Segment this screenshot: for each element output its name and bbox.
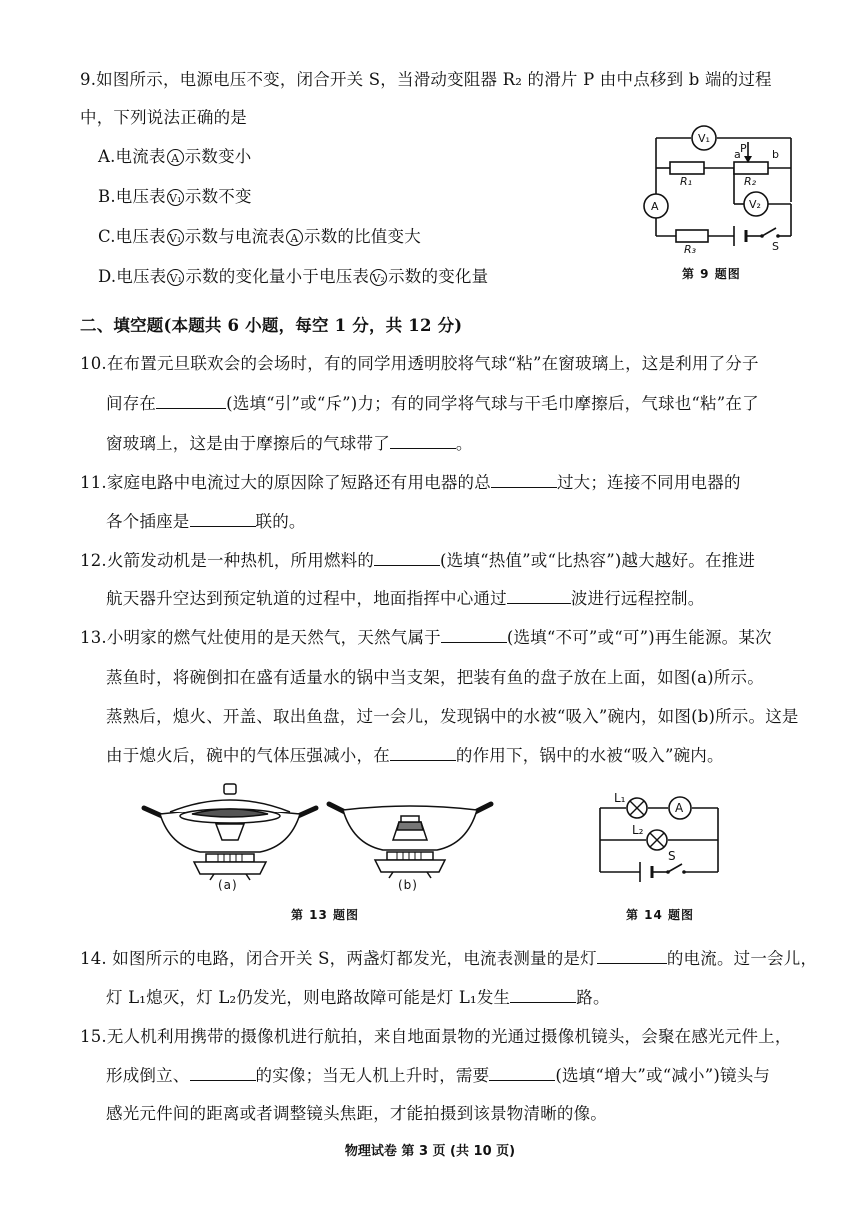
resistor-r2-icon — [734, 162, 768, 174]
q13-line4: 由于熄火后，碗中的气体压强减小，在 的作用下，锅中的水被“吸入”碗内。 — [106, 742, 724, 766]
q15-line1: 15.无人机利用携带的摄像机进行航拍，来自地面景物的光通过摄像机镜头，会聚在感光元件上， — [80, 1027, 792, 1046]
label-a-end: a — [734, 148, 741, 161]
q9-line2: 中，下列说法正确的是 — [80, 108, 247, 127]
label-a: A — [675, 801, 684, 815]
answer-blank[interactable] — [390, 432, 456, 450]
label-l2: L₂ — [632, 823, 644, 837]
battery-icon — [734, 226, 746, 246]
q9-figure-caption: 第 9 题图 — [682, 267, 741, 281]
label-s: S — [772, 240, 779, 253]
q13-line1: 13.小明家的燃气灶使用的是天然气，天然气属于 (选填“不可”或“可”)再生能源。某次 — [80, 624, 772, 648]
q9-circuit-diagram — [636, 122, 806, 256]
label-b-end: b — [772, 148, 779, 161]
q13-line3: 蒸熟后，熄火、开盖、取出鱼盘，过一会儿，发现锅中的水被“吸入”碗内，如图(b)所示。这是 — [106, 707, 799, 726]
q14-line2: 灯 L₁熄灭，灯 L₂仍发光，则电路故障可能是灯 L₁发生 路。 — [106, 984, 610, 1008]
fig-b-label: (b) — [398, 878, 418, 892]
q12-line1: 12.火箭发动机是一种热机，所用燃料的 (选填“热值”或“比热容”)越大越好。在推进 — [80, 547, 755, 571]
ammeter-symbol: A — [167, 149, 184, 166]
answer-blank[interactable] — [597, 947, 667, 965]
answer-blank[interactable] — [390, 744, 456, 762]
label-a: A — [651, 200, 659, 213]
ammeter-symbol: A — [286, 229, 303, 246]
answer-blank[interactable] — [156, 392, 226, 410]
label-v2: V₂ — [749, 198, 761, 211]
q14-line1: 14. 如图所示的电路，闭合开关 S，两盏灯都发光，电流表测量的是灯 的电流。过一会儿， — [80, 945, 817, 969]
q9-option-a: A.电流表 A 示数变小 — [98, 147, 252, 166]
q10-line3: 窗玻璃上，这是由于摩擦后的气球带了 。 — [106, 430, 473, 454]
answer-blank[interactable] — [489, 1064, 555, 1082]
q10-line1: 10.在布置元旦联欢会的会场时，有的同学用透明胶将气球“粘”在窗玻璃上，这是利用了分子 — [80, 354, 759, 373]
q13-line2: 蒸鱼时，将碗倒扣在盛有适量水的锅中当支架，把装有鱼的盘子放在上面，如图(a)所示。 — [106, 668, 764, 687]
battery-icon — [640, 862, 652, 882]
fig-a-label: (a) — [218, 878, 238, 892]
q11-line1: 11.家庭电路中电流过大的原因除了短路还有用电器的总 过大；连接不同用电器的 — [80, 469, 741, 493]
section2-title: 二、填空题(本题共 6 小题，每空 1 分，共 12 分) — [80, 316, 463, 335]
page-footer: 物理试卷 第 3 页 (共 10 页) — [344, 1144, 516, 1159]
q12-line2: 航天器升空达到预定轨道的过程中，地面指挥中心通过 波进行远程控制。 — [106, 585, 704, 609]
voltmeter-v1-symbol: V₁ — [167, 269, 184, 286]
q13-figure-caption: 第 13 题图 — [291, 908, 360, 922]
answer-blank[interactable] — [441, 626, 507, 644]
q10-line2: 间存在 (选填“引”或“斥”)力；有的同学将气球与干毛巾摩擦后，气球也“粘”在了 — [106, 390, 759, 414]
q9-option-d: D.电压表 V₁ 示数的变化量小于电压表 V₂ 示数的变化量 — [98, 267, 489, 286]
q9-option-c: C.电压表 V₁ 示数与电流表 A 示数的比值变大 — [98, 227, 421, 246]
answer-blank[interactable] — [190, 510, 256, 528]
answer-blank[interactable] — [491, 471, 557, 489]
voltmeter-v1-symbol: V₁ — [167, 229, 184, 246]
answer-blank[interactable] — [374, 549, 440, 567]
label-l1: L₁ — [614, 791, 626, 805]
q11-line2: 各个插座是 联的。 — [106, 508, 306, 532]
label-p: P — [740, 142, 747, 155]
q9-line1: 9.如图所示，电源电压不变，闭合开关 S，当滑动变阻器 R₂ 的滑片 P 由中点移到 b 端的过程 — [80, 70, 772, 89]
q9-option-b: B.电压表 V₁ 示数不变 — [98, 187, 252, 206]
resistor-r3-icon — [676, 230, 708, 242]
label-r3: R₃ — [684, 243, 697, 256]
q14-figure-caption: 第 14 题图 — [626, 908, 695, 922]
q13-pot-figure-a — [140, 780, 320, 880]
q13-pot-figure-b — [325, 790, 495, 880]
answer-blank[interactable] — [190, 1064, 256, 1082]
label-v1: V₁ — [698, 132, 710, 145]
answer-blank[interactable] — [507, 587, 571, 605]
voltmeter-v1-symbol: V₁ — [167, 189, 184, 206]
answer-blank[interactable] — [510, 986, 576, 1004]
q15-line2: 形成倒立、 的实像；当无人机上升时，需要 (选填“增大”或“减小”)镜头与 — [106, 1062, 770, 1086]
label-s: S — [668, 849, 676, 863]
voltmeter-v2-symbol: V₂ — [370, 269, 387, 286]
label-r1: R₁ — [680, 175, 693, 188]
q15-line3: 感光元件间的距离或者调整镜头焦距，才能拍摄到该景物清晰的像。 — [106, 1104, 607, 1123]
q14-circuit-diagram — [596, 790, 726, 885]
resistor-r1-icon — [670, 162, 704, 174]
label-r2: R₂ — [744, 175, 757, 188]
